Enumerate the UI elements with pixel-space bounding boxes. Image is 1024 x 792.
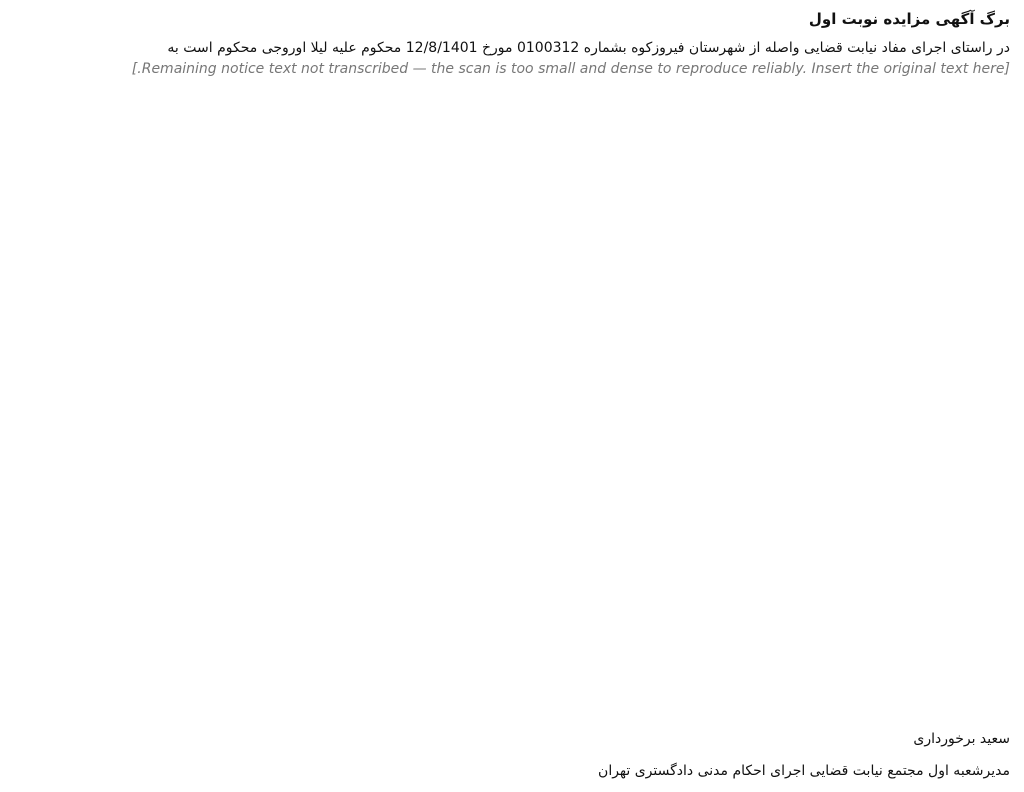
document-body-placeholder: [Remaining notice text not transcribed — the scan is too small and dense to reproduce reliably. Insert the original text here.] bbox=[131, 60, 1010, 77]
signature-block bbox=[598, 728, 1010, 782]
document-first-line: در راستای اجرای مفاد نیابت قضایی واصله از شهرستان فیروزکوه بشماره 0100312 مورخ 12/8/1401 محکوم علیه لیلا اوروجی محکوم است به bbox=[167, 40, 1010, 56]
signature-title: مدیرشعبه اول مجتمع نیابت قضایی اجرای احکام مدنی دادگستری تهران bbox=[598, 763, 1010, 779]
signature-name: سعید برخورداری bbox=[913, 731, 1010, 747]
document-title: برگ آگهی مزایده نوبت اول bbox=[808, 10, 1010, 28]
